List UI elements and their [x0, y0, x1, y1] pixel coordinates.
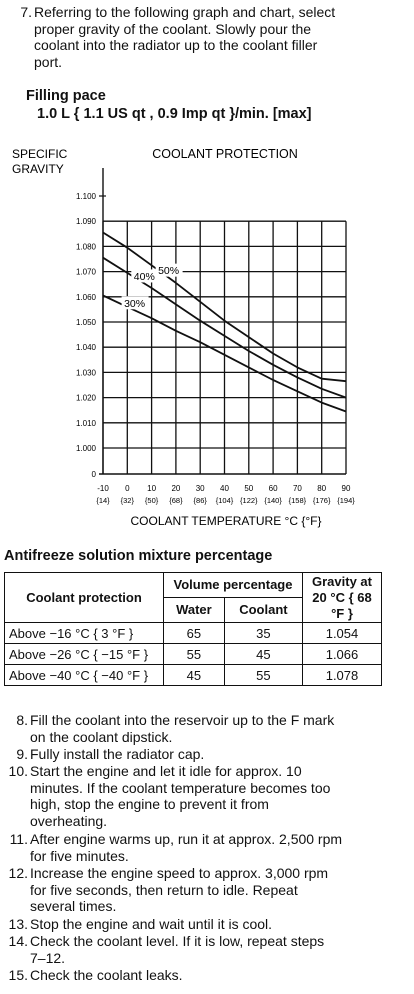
cell-protection: Above −40 °C { −40 °F }: [5, 665, 164, 686]
x-axis-label: COOLANT TEMPERATURE °C {°F}: [130, 514, 322, 528]
step-text: Fill the coolant into the reservoir up to the F mark on the coolant dipstick.: [30, 712, 335, 745]
cell-gravity: 1.054: [303, 623, 382, 644]
y-tick-label: 1.100: [75, 192, 96, 201]
y-tick-label: 1.010: [75, 418, 96, 428]
mixture-section-title: Antifreeze solution mixture percentage: [4, 548, 273, 564]
x-tick-label-f: {14}: [96, 496, 110, 505]
step-11: [4, 831, 408, 865]
cell-protection: Above −26 °C { −15 °F }: [5, 644, 164, 665]
x-tick-label: 30: [195, 484, 205, 493]
cell-protection: Above −16 °C { 3 °F }: [5, 623, 164, 644]
step-number: 10.: [8, 763, 28, 779]
step-text: After engine warms up, run it at approx. 2,500 rpm for five minutes.: [30, 831, 343, 864]
y-tick-label: 1.070: [75, 267, 96, 277]
header-volume-percentage: Volume percentage: [164, 573, 303, 598]
series-label: 50%: [158, 265, 180, 278]
table-row: [5, 665, 382, 686]
x-tick-label: 40: [220, 484, 229, 493]
step-text: Check the coolant level. If it is low, repeat steps 7–12.: [30, 933, 325, 966]
step-number: 15.: [8, 967, 28, 983]
cell-coolant: 35: [224, 623, 302, 644]
y-tick-label: 1.040: [75, 343, 96, 353]
step-9: [4, 746, 408, 763]
table-row: [5, 623, 382, 644]
x-tick-label-f: {158}: [288, 496, 307, 505]
x-tick-label-f: {68}: [169, 496, 183, 505]
y-tick-label: 1.020: [75, 393, 96, 403]
header-coolant: Coolant: [224, 598, 302, 623]
x-tick-label: 50: [244, 484, 254, 493]
cell-water: 45: [164, 665, 225, 686]
y-tick-label: 1.000: [75, 444, 96, 453]
step-number: 7.: [20, 4, 32, 20]
x-tick-label: 80: [317, 484, 327, 493]
x-tick-label-f: {50}: [144, 496, 159, 505]
step-10: [4, 763, 408, 831]
chart-grid: [99, 168, 346, 474]
header-water: Water: [164, 598, 225, 623]
cell-water: 55: [164, 644, 225, 665]
step-number: 12.: [8, 865, 28, 881]
x-tick-label: 10: [147, 484, 157, 493]
mixture-table: [4, 572, 382, 686]
step-text: Increase the engine speed to approx. 3,000 rpm for five seconds, then return to idle. Repeat several times.: [30, 865, 329, 915]
chart-labels: [12, 147, 355, 528]
step-number: 13.: [8, 916, 28, 932]
step-text: Fully install the radiator cap.: [30, 746, 205, 762]
cell-gravity: 1.066: [303, 644, 382, 665]
step-text: Referring to the following graph and chart, select proper gravity of the coolant. Slowly pour the coolant into the radiator up to the coolant filler port.: [34, 4, 336, 70]
y-axis-label: SPECIFIC: [12, 147, 68, 161]
x-tick-label: -10: [97, 484, 109, 493]
step-number: 8.: [16, 712, 28, 728]
y-tick-label: 1.050: [75, 318, 96, 327]
x-tick-label-f: {194}: [337, 496, 355, 505]
step-number: 9.: [16, 746, 28, 762]
step-15: [4, 967, 408, 984]
step-8: [4, 712, 408, 746]
filling-pace-label: Filling pace: [26, 88, 106, 104]
cell-water: 65: [164, 623, 225, 644]
step-14: [4, 933, 408, 967]
chart-title: COOLANT PROTECTION: [152, 147, 298, 161]
y-tick-label: 0: [91, 470, 96, 479]
step-text: Start the engine and let it idle for approx. 10 minutes. If the coolant temperature becomes too high, stop the engine to prevent it from overheating.: [30, 763, 331, 829]
step-number: 14.: [8, 933, 28, 949]
step-13: [4, 916, 408, 933]
step-text: Stop the engine and wait until it is cool.: [30, 916, 273, 932]
y-tick-label: 1.090: [75, 217, 96, 227]
table-row: [5, 644, 382, 665]
step-number: 11.: [9, 831, 28, 847]
cell-coolant: 55: [224, 665, 302, 686]
x-tick-label-f: {140}: [264, 496, 282, 505]
header-coolant-protection: Coolant protection: [5, 573, 164, 623]
series-label: 40%: [133, 270, 155, 283]
x-tick-label-f: {122}: [240, 496, 258, 505]
step-text: Check the coolant leaks.: [30, 967, 183, 983]
y-axis-label: GRAVITY: [12, 162, 64, 176]
y-tick-label: 1.030: [75, 368, 96, 378]
header-gravity: Gravity at 20 °C { 68 °F }: [303, 573, 382, 623]
cell-coolant: 45: [224, 644, 302, 665]
x-tick-label: 0: [125, 484, 130, 493]
cell-gravity: 1.078: [303, 665, 382, 686]
filling-pace-value: 1.0 L { 1.1 US qt , 0.9 Imp qt }/min. [max]: [37, 106, 312, 122]
x-tick-label-f: {32}: [120, 496, 134, 505]
step-12: [4, 865, 408, 916]
x-tick-label: 60: [268, 484, 278, 493]
x-tick-label: 20: [171, 484, 181, 493]
x-tick-label: 90: [341, 484, 351, 493]
x-tick-label-f: {104}: [215, 496, 234, 505]
x-tick-label: 70: [292, 484, 302, 493]
x-tick-label-f: {86}: [193, 496, 207, 505]
series-label: 30%: [124, 297, 146, 310]
y-tick-label: 1.060: [75, 292, 96, 302]
y-tick-label: 1.080: [75, 242, 96, 252]
x-tick-label-f: {176}: [312, 496, 331, 505]
